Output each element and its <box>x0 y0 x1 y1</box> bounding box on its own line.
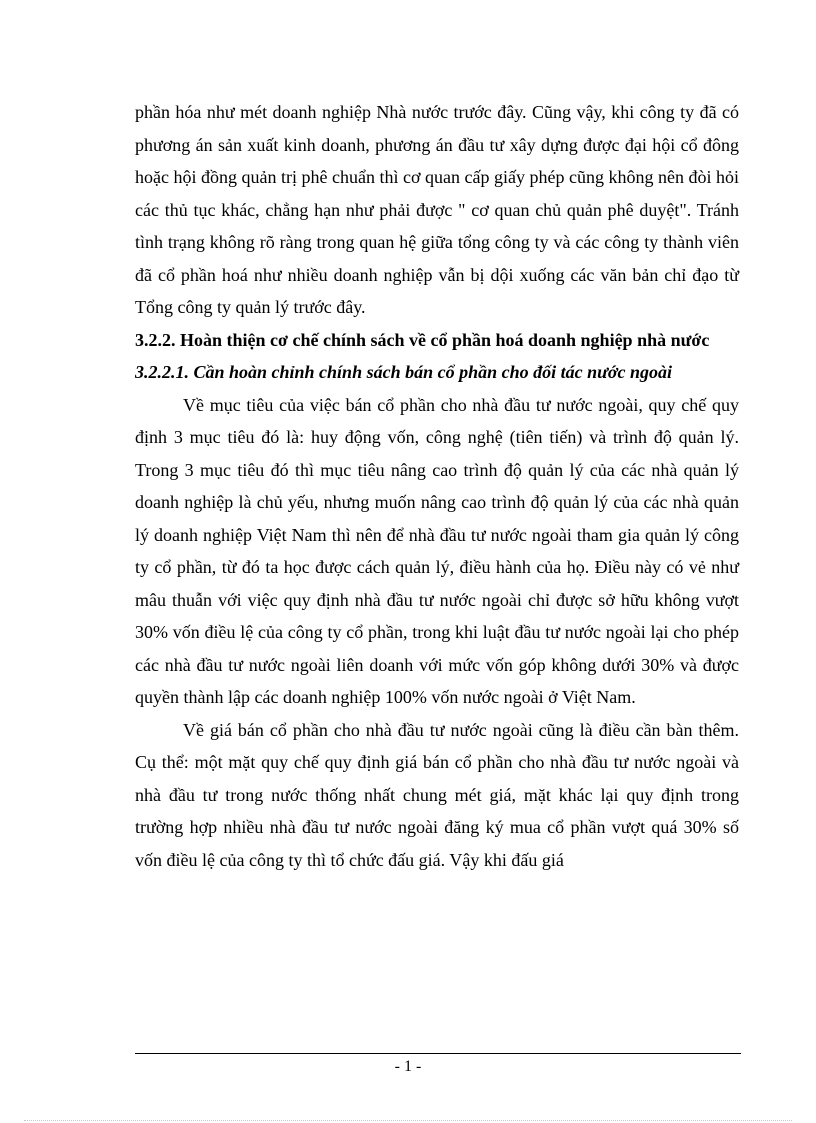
footer-divider <box>135 1053 741 1054</box>
page-number: - 1 - <box>394 1058 422 1075</box>
body-paragraph: Về giá bán cổ phần cho nhà đầu tư nước ngoài cũng là điều cần bàn thêm. Cụ thể: một mặt quy chế quy định giá bán cổ phần cho nhà đầu tư nước ngoài và nhà đầu tư trong nước thống nhất chung mét giá, mặt khác lại quy định trong trường hợp nhiều nhà đầu tư nước ngoài đăng ký mua cổ phần vượt quá 30% số vốn điều lệ của công ty thì tổ chức đấu giá. Vậy khi đấu giá <box>135 719 739 870</box>
document-body <box>135 96 739 876</box>
continued-paragraph: phần hóa như mét doanh nghiệp Nhà nước trước đây. Cũng vậy, khi công ty đã có phương án sản xuất kinh doanh, phương án đầu tư xây dựng được đại hội cổ đông hoặc hội đồng quản trị phê chuẩn thì cơ quan cấp giấy phép cũng không nên đòi hỏi các thủ tục khác, chẳng hạn như phải được " cơ quan chủ quản phê duyệt". Tránh tình trạng không rõ ràng trong quan hệ giữa tổng công ty và các công ty thành viên đã cổ phần hoá như nhiều doanh nghiệp vẫn bị dội xuống các văn bản chỉ đạo từ Tổng công ty quản lý trước đây. <box>135 102 739 317</box>
page-bottom-edge <box>24 1120 792 1121</box>
subsection-heading: 3.2.2.1. Cần hoàn chỉnh chính sách bán cổ phần cho đối tác nước ngoài <box>135 362 673 382</box>
section-heading: 3.2.2. Hoàn thiện cơ chế chính sách về cổ phần hoá doanh nghiệp nhà nước <box>135 329 710 350</box>
body-paragraph: Về mục tiêu của việc bán cổ phần cho nhà đầu tư nước ngoài, quy chế quy định 3 mục tiêu đó là: huy động vốn, công nghệ (tiên tiến) và trình độ quản lý. Trong 3 mục tiêu đó thì mục tiêu nâng cao trình độ quản lý của các nhà quản lý doanh nghiệp là chủ yếu, nhưng muốn nâng cao trình độ quản lý của các nhà quản lý doanh nghiệp Việt Nam thì nên để nhà đầu tư nước ngoài tham gia quản lý công ty cổ phần, từ đó ta học được cách quản lý, điều hành của họ. Điều này có vẻ như mâu thuẫn với việc quy định nhà đầu tư nước ngoài chỉ được sở hữu không vượt 30% vốn điều lệ của công ty cổ phần, trong khi luật đầu tư nước ngoài lại cho phép các nhà đầu tư nước ngoài liên doanh với mức vốn góp không dưới 30% và được quyền thành lập các doanh nghiệp 100% vốn nước ngoài ở Việt Nam. <box>135 394 739 707</box>
